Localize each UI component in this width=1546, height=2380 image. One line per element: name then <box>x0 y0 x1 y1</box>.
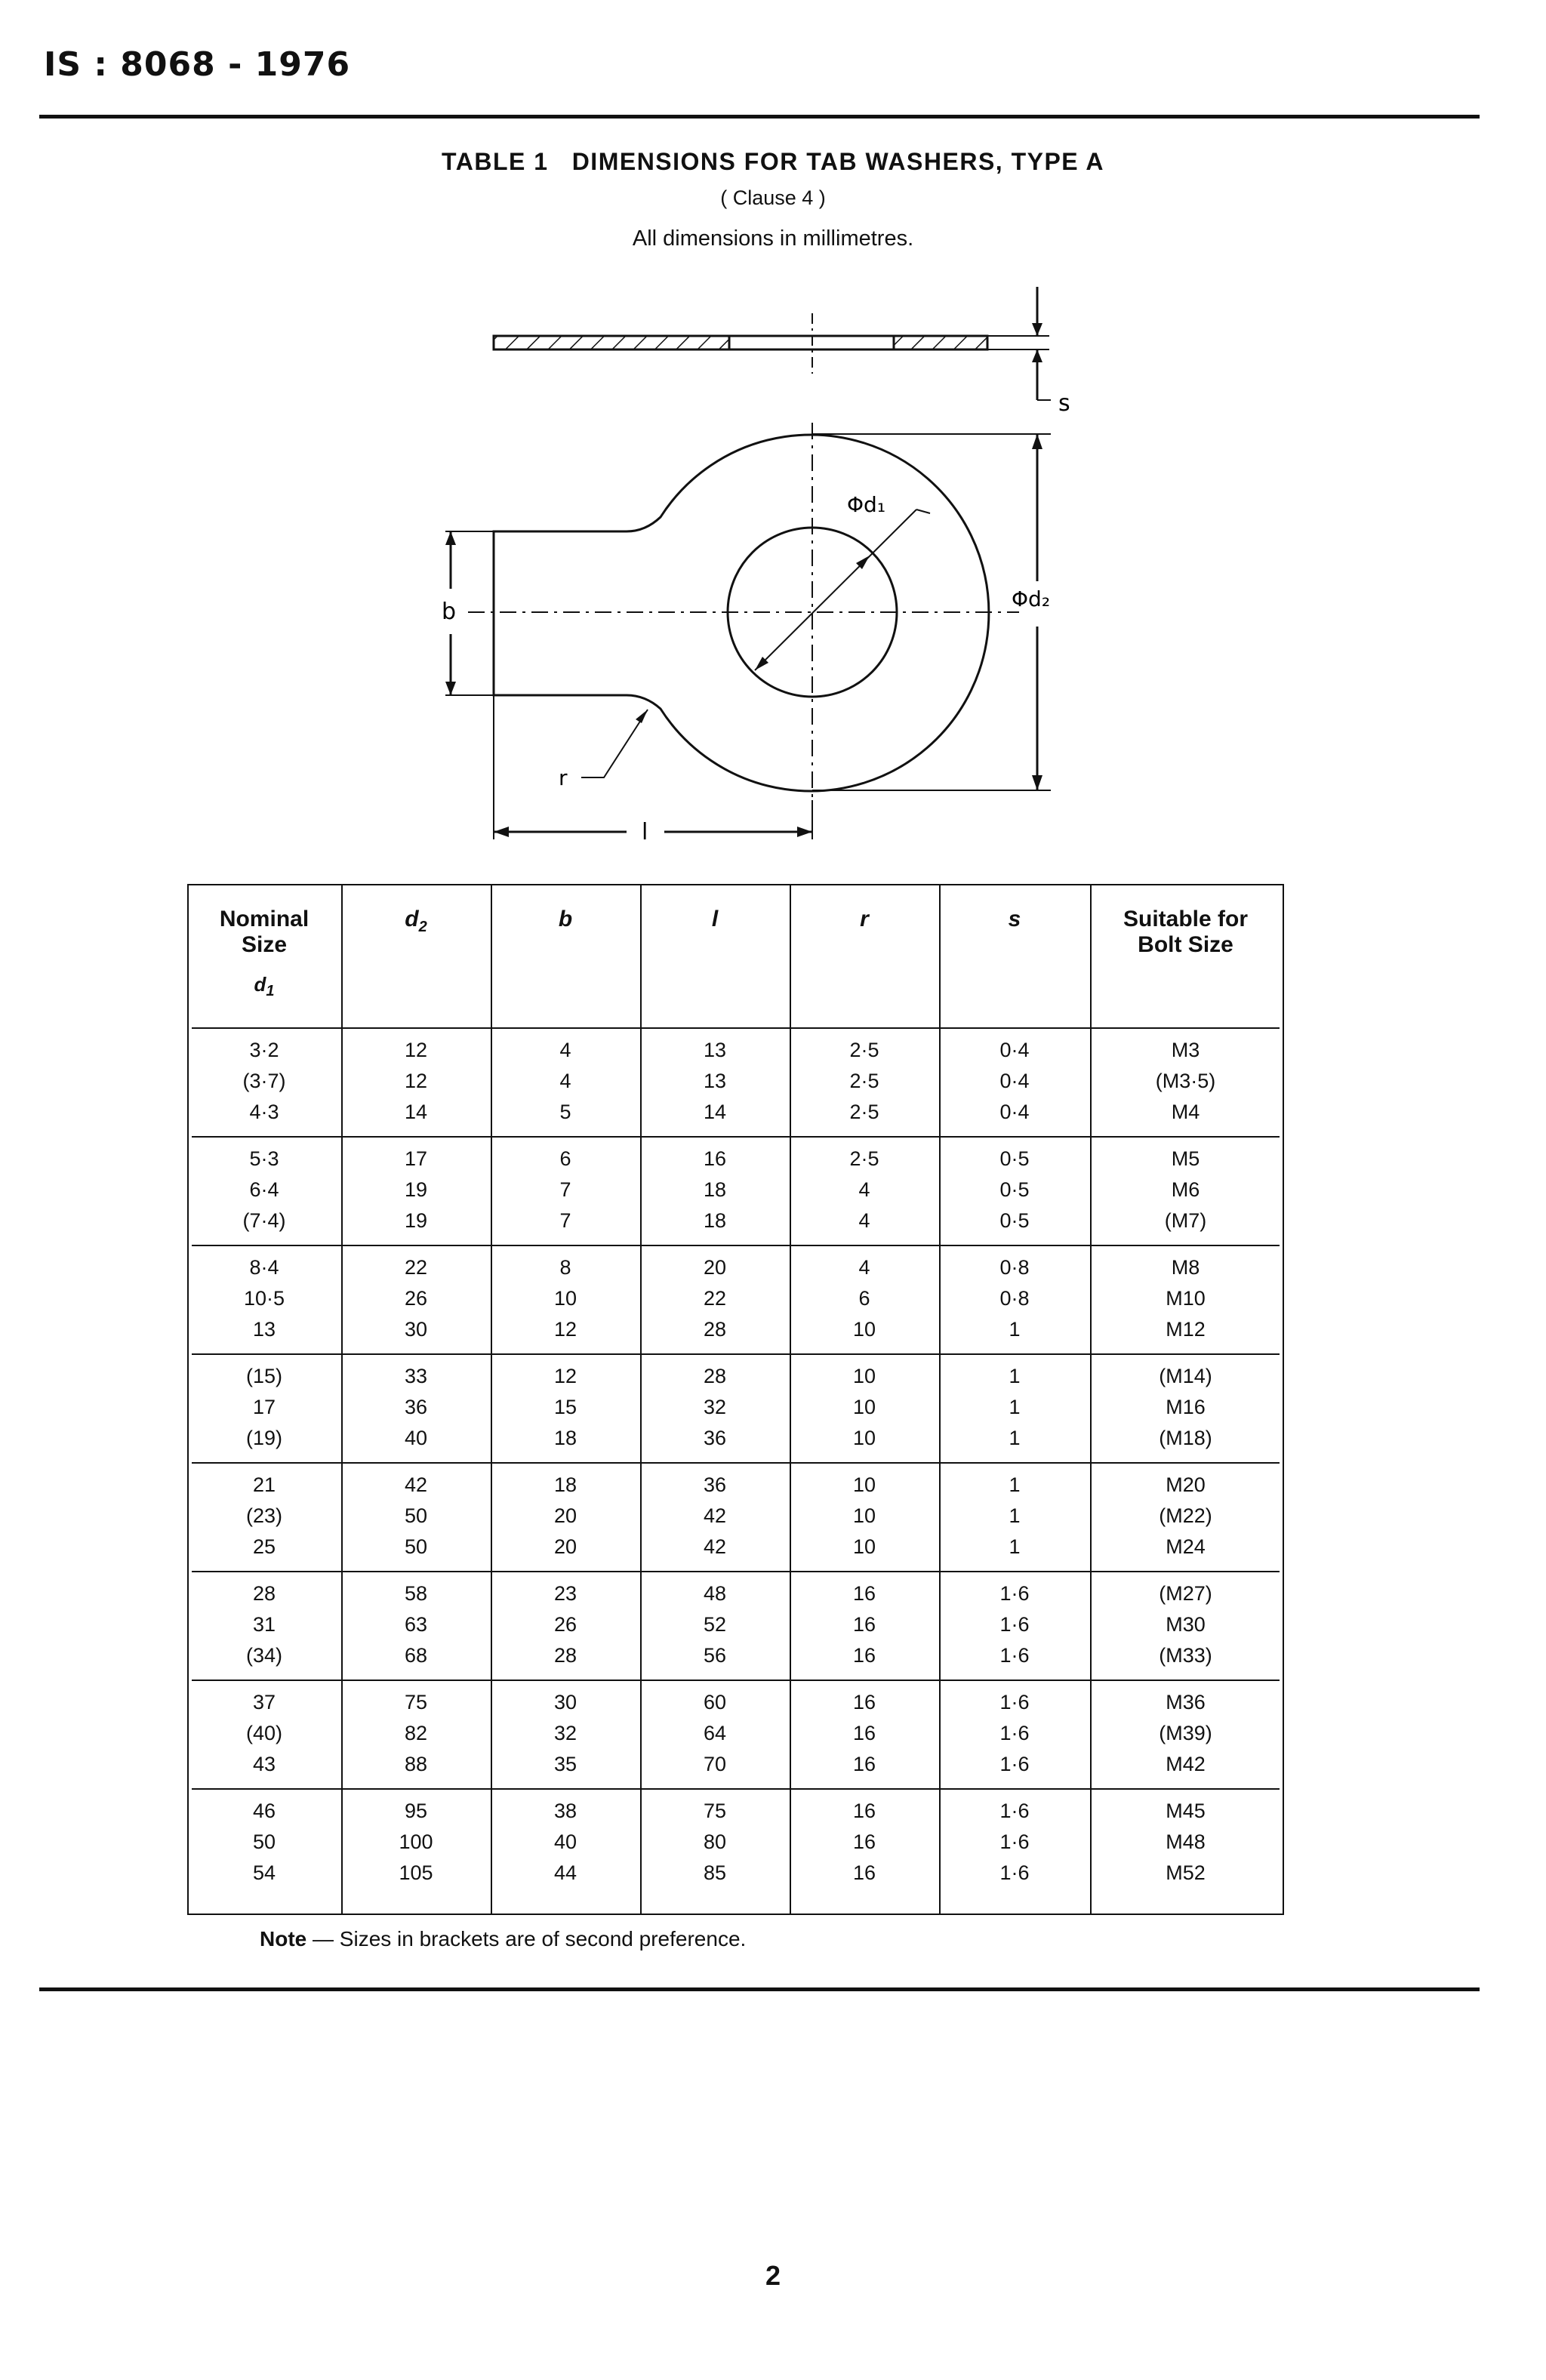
table-cell: 70 <box>703 1753 727 1775</box>
table-cell: 19 <box>404 1178 428 1201</box>
table-cell: 16 <box>852 1830 876 1853</box>
group-separator <box>192 1571 1280 1572</box>
table-cell: 7 <box>559 1178 571 1201</box>
table-cell: 54 <box>252 1861 276 1884</box>
table-cell: 58 <box>404 1582 428 1605</box>
label-r: r <box>559 765 568 790</box>
table-cell: 20 <box>553 1504 577 1527</box>
table-cell: 36 <box>404 1396 428 1418</box>
label-s: s <box>1058 390 1070 417</box>
table-cell: 1·6 <box>999 1691 1030 1713</box>
table-row <box>187 1578 1284 1609</box>
table-cell: 12 <box>404 1039 428 1061</box>
group-separator <box>192 1136 1280 1138</box>
table-cell: 0·5 <box>999 1178 1030 1201</box>
table-cell: 30 <box>404 1318 428 1341</box>
table-cell: 21 <box>252 1473 276 1496</box>
table-cell: 28 <box>252 1582 276 1605</box>
table-cell: 42 <box>703 1504 727 1527</box>
table-cell: 2·5 <box>849 1101 879 1123</box>
table-cell: 10·5 <box>243 1287 285 1310</box>
table-cell: 7 <box>559 1209 571 1232</box>
table-row <box>187 1175 1284 1205</box>
table-cell: 4 <box>858 1209 870 1232</box>
table-cell: 4 <box>559 1070 571 1092</box>
table-cell: 16 <box>852 1691 876 1713</box>
table-cell: 5 <box>559 1101 571 1123</box>
table-cell: 20 <box>703 1256 727 1279</box>
table-cell: 1 <box>1009 1427 1021 1449</box>
table-row <box>187 1361 1284 1392</box>
table-cell: 16 <box>852 1644 876 1667</box>
table-cell: 50 <box>252 1830 276 1853</box>
table-cell: 82 <box>404 1722 428 1744</box>
table-cell: 14 <box>703 1101 727 1123</box>
page-number: 2 <box>765 2260 781 2291</box>
clause-reference: ( Clause 4 ) <box>720 186 826 209</box>
table-cell: 4 <box>559 1039 571 1061</box>
table-cell: 52 <box>703 1613 727 1636</box>
table-cell: M8 <box>1171 1256 1200 1279</box>
table-cell: M24 <box>1166 1535 1206 1558</box>
table-cell: 4 <box>858 1256 870 1279</box>
table-cell: M36 <box>1166 1691 1206 1713</box>
table-row <box>187 1097 1284 1128</box>
table-cell: 1·6 <box>999 1830 1030 1853</box>
table-cell: 6·4 <box>249 1178 279 1201</box>
table-cell: 1·6 <box>999 1722 1030 1744</box>
table-cell: 10 <box>852 1427 876 1449</box>
table-cell: 17 <box>404 1147 428 1170</box>
table-cell: 16 <box>852 1613 876 1636</box>
label-l: l <box>642 819 648 845</box>
table-row <box>187 1205 1284 1236</box>
table-cell: 20 <box>553 1535 577 1558</box>
table-cell: 16 <box>852 1861 876 1884</box>
table-cell: 16 <box>852 1582 876 1605</box>
table-cell: 32 <box>553 1722 577 1744</box>
table-cell: 95 <box>404 1800 428 1822</box>
table-cell: M10 <box>1166 1287 1206 1310</box>
table-cell: 1·6 <box>999 1582 1030 1605</box>
table-cell: 33 <box>404 1365 428 1387</box>
table-cell: 19 <box>404 1209 428 1232</box>
table-cell: 38 <box>553 1800 577 1822</box>
table-cell: 35 <box>553 1753 577 1775</box>
table-cell: 26 <box>553 1613 577 1636</box>
table-row <box>187 1796 1284 1827</box>
tab-washer-drawing <box>0 0 1546 883</box>
units-note: All dimensions in millimetres. <box>632 226 914 251</box>
header-s: s <box>1008 907 1021 931</box>
table-cell: 28 <box>703 1365 727 1387</box>
table-cell: 22 <box>404 1256 428 1279</box>
table-cell: 18 <box>553 1473 577 1496</box>
table-cell: 18 <box>703 1178 727 1201</box>
table-cell: 16 <box>852 1753 876 1775</box>
group-separator <box>192 1353 1280 1355</box>
header-r: r <box>860 907 869 931</box>
table-cell: (M39) <box>1159 1722 1212 1744</box>
table-cell: 1 <box>1009 1473 1021 1496</box>
table-cell: 75 <box>404 1691 428 1713</box>
table-note <box>260 1927 746 1951</box>
table-row <box>187 1640 1284 1671</box>
table-cell: 42 <box>703 1535 727 1558</box>
table-cell: 80 <box>703 1830 727 1853</box>
table-cell: 4 <box>858 1178 870 1201</box>
table-cell: 3·2 <box>249 1039 279 1061</box>
table-cell: 6 <box>858 1287 870 1310</box>
table-cell: 68 <box>404 1644 428 1667</box>
header-b: b <box>558 907 573 931</box>
table-cell: 36 <box>703 1427 727 1449</box>
table-cell: 28 <box>703 1318 727 1341</box>
table-cell: 64 <box>703 1722 727 1744</box>
table-cell: 16 <box>852 1722 876 1744</box>
table-cell: (7·4) <box>242 1209 286 1232</box>
table-cell: 2·5 <box>849 1070 879 1092</box>
table-cell: 10 <box>852 1535 876 1558</box>
table-cell: M4 <box>1171 1101 1200 1123</box>
table-cell: M30 <box>1166 1613 1206 1636</box>
table-cell: 1·6 <box>999 1861 1030 1884</box>
table-cell: 1·6 <box>999 1753 1030 1775</box>
table-cell: (M33) <box>1159 1644 1212 1667</box>
table-cell: M12 <box>1166 1318 1206 1341</box>
table-cell: 2·5 <box>849 1039 879 1061</box>
table-cell: 22 <box>703 1287 727 1310</box>
note-text: — Sizes in brackets are of second preference. <box>306 1927 747 1950</box>
header-d2: $d_2$ <box>405 907 427 935</box>
table-cell: 1 <box>1009 1318 1021 1341</box>
table-cell: 50 <box>404 1535 428 1558</box>
table-cell: 4·3 <box>249 1101 279 1123</box>
table-cell: 63 <box>404 1613 428 1636</box>
table-row <box>187 1858 1284 1889</box>
table-cell: 13 <box>252 1318 276 1341</box>
table-cell: 0·5 <box>999 1147 1030 1170</box>
table-cell: 0·4 <box>999 1039 1030 1061</box>
table-cell: 12 <box>553 1365 577 1387</box>
table-cell: 10 <box>852 1396 876 1418</box>
table-cell: (34) <box>245 1644 282 1667</box>
dimensions-table <box>187 884 1284 1915</box>
table-row <box>187 1749 1284 1780</box>
table-row <box>187 1066 1284 1097</box>
table-cell: 2·5 <box>849 1147 879 1170</box>
table-cell: 1 <box>1009 1504 1021 1527</box>
table-row <box>187 1392 1284 1423</box>
table-cell: M16 <box>1166 1396 1206 1418</box>
table-row <box>187 1532 1284 1563</box>
table-cell: 1·6 <box>999 1613 1030 1636</box>
table-cell: (23) <box>245 1504 282 1527</box>
table-cell: 0·8 <box>999 1256 1030 1279</box>
table-cell: 18 <box>703 1209 727 1232</box>
table-cell: (3·7) <box>242 1070 286 1092</box>
table-row <box>187 1035 1284 1066</box>
table-cell: 5·3 <box>249 1147 279 1170</box>
table-cell: M52 <box>1166 1861 1206 1884</box>
table-cell: M6 <box>1171 1178 1200 1201</box>
table-cell: M42 <box>1166 1753 1206 1775</box>
table-row <box>187 1718 1284 1749</box>
table-cell: 0·4 <box>999 1070 1030 1092</box>
table-cell: 26 <box>404 1287 428 1310</box>
table-cell: 0·4 <box>999 1101 1030 1123</box>
table-cell: 15 <box>553 1396 577 1418</box>
table-cell: 6 <box>559 1147 571 1170</box>
table-cell: 1·6 <box>999 1644 1030 1667</box>
group-separator <box>192 1027 1280 1029</box>
table-cell: 50 <box>404 1504 428 1527</box>
table-row <box>187 1314 1284 1345</box>
table-row <box>187 1609 1284 1640</box>
table-cell: 10 <box>852 1365 876 1387</box>
table-cell: 10 <box>852 1473 876 1496</box>
group-separator <box>192 1788 1280 1790</box>
table-cell: 32 <box>703 1396 727 1418</box>
table-cell: 14 <box>404 1101 428 1123</box>
table-cell: 8 <box>559 1256 571 1279</box>
table-cell: (M3·5) <box>1155 1070 1216 1092</box>
table-cell: 23 <box>553 1582 577 1605</box>
table-cell: 0·5 <box>999 1209 1030 1232</box>
table-row <box>187 1252 1284 1283</box>
label-b: b <box>442 599 457 625</box>
table-cell: M5 <box>1171 1147 1200 1170</box>
table-cell: 40 <box>553 1830 577 1853</box>
table-cell: 0·8 <box>999 1287 1030 1310</box>
table-cell: (M22) <box>1159 1504 1212 1527</box>
table-cell: 42 <box>404 1473 428 1496</box>
header-l: l <box>711 907 719 931</box>
table-cell: 60 <box>703 1691 727 1713</box>
table-cell: 1·6 <box>999 1800 1030 1822</box>
note-label: Note <box>260 1927 307 1950</box>
table-cell: 25 <box>252 1535 276 1558</box>
table-cell: 12 <box>404 1070 428 1092</box>
table-cell: 1 <box>1009 1396 1021 1418</box>
table-cell: 17 <box>252 1396 276 1418</box>
section-view <box>494 287 1051 400</box>
table-cell: 12 <box>553 1318 577 1341</box>
table-title: TABLE 1 DIMENSIONS FOR TAB WASHERS, TYPE A <box>442 148 1104 175</box>
label-d1: Φd₁ <box>847 492 886 517</box>
table-row <box>187 1144 1284 1175</box>
table-cell: 28 <box>553 1644 577 1667</box>
table-cell: 16 <box>852 1800 876 1822</box>
bottom-rule <box>39 1987 1480 1991</box>
table-row <box>187 1423 1284 1454</box>
table-cell: 40 <box>404 1427 428 1449</box>
group-separator <box>192 1462 1280 1464</box>
table-row <box>187 1501 1284 1532</box>
table-cell: 88 <box>404 1753 428 1775</box>
table-cell: 10 <box>553 1287 577 1310</box>
table-cell: 10 <box>852 1318 876 1341</box>
table-cell: (19) <box>245 1427 282 1449</box>
table-cell: 13 <box>703 1039 727 1061</box>
table-cell: (M14) <box>1159 1365 1212 1387</box>
table-row <box>187 1687 1284 1718</box>
plan-view <box>445 423 1051 839</box>
group-separator <box>192 1680 1280 1681</box>
table-cell: 56 <box>703 1644 727 1667</box>
table-cell: 43 <box>252 1753 276 1775</box>
table-cell: M45 <box>1166 1800 1206 1822</box>
table-cell: 16 <box>703 1147 727 1170</box>
table-cell: 85 <box>703 1861 727 1884</box>
table-cell: 30 <box>553 1691 577 1713</box>
header-nominal-size: Nominal Size $d_1$ <box>219 907 310 1000</box>
table-cell: 31 <box>252 1613 276 1636</box>
table-cell: 10 <box>852 1504 876 1527</box>
table-cell: 1 <box>1009 1365 1021 1387</box>
table-cell: 37 <box>252 1691 276 1713</box>
table-cell: (15) <box>245 1365 282 1387</box>
header-bolt-size: Suitable for Bolt Size <box>1123 907 1248 957</box>
table-cell: 8·4 <box>249 1256 279 1279</box>
table-cell: 36 <box>703 1473 727 1496</box>
label-d2: Φd₂ <box>1012 587 1051 611</box>
table-row <box>187 1283 1284 1314</box>
group-separator <box>192 1245 1280 1246</box>
table-cell: (M27) <box>1159 1582 1212 1605</box>
table-cell: 44 <box>553 1861 577 1884</box>
table-cell: (M7) <box>1164 1209 1207 1232</box>
table-cell: 75 <box>703 1800 727 1822</box>
standard-code: IS : 8068 - 1976 <box>44 45 351 84</box>
table-cell: 1 <box>1009 1535 1021 1558</box>
table-cell: 105 <box>399 1861 433 1884</box>
table-cell: (M18) <box>1159 1427 1212 1449</box>
table-row <box>187 1827 1284 1858</box>
table-cell: 46 <box>252 1800 276 1822</box>
table-cell: 13 <box>703 1070 727 1092</box>
table-row <box>187 1470 1284 1501</box>
table-cell: M48 <box>1166 1830 1206 1853</box>
table-cell: M20 <box>1166 1473 1206 1496</box>
table-cell: M3 <box>1171 1039 1200 1061</box>
table-cell: 48 <box>703 1582 727 1605</box>
table-cell: (40) <box>245 1722 282 1744</box>
table-cell: 18 <box>553 1427 577 1449</box>
table-cell: 100 <box>399 1830 433 1853</box>
